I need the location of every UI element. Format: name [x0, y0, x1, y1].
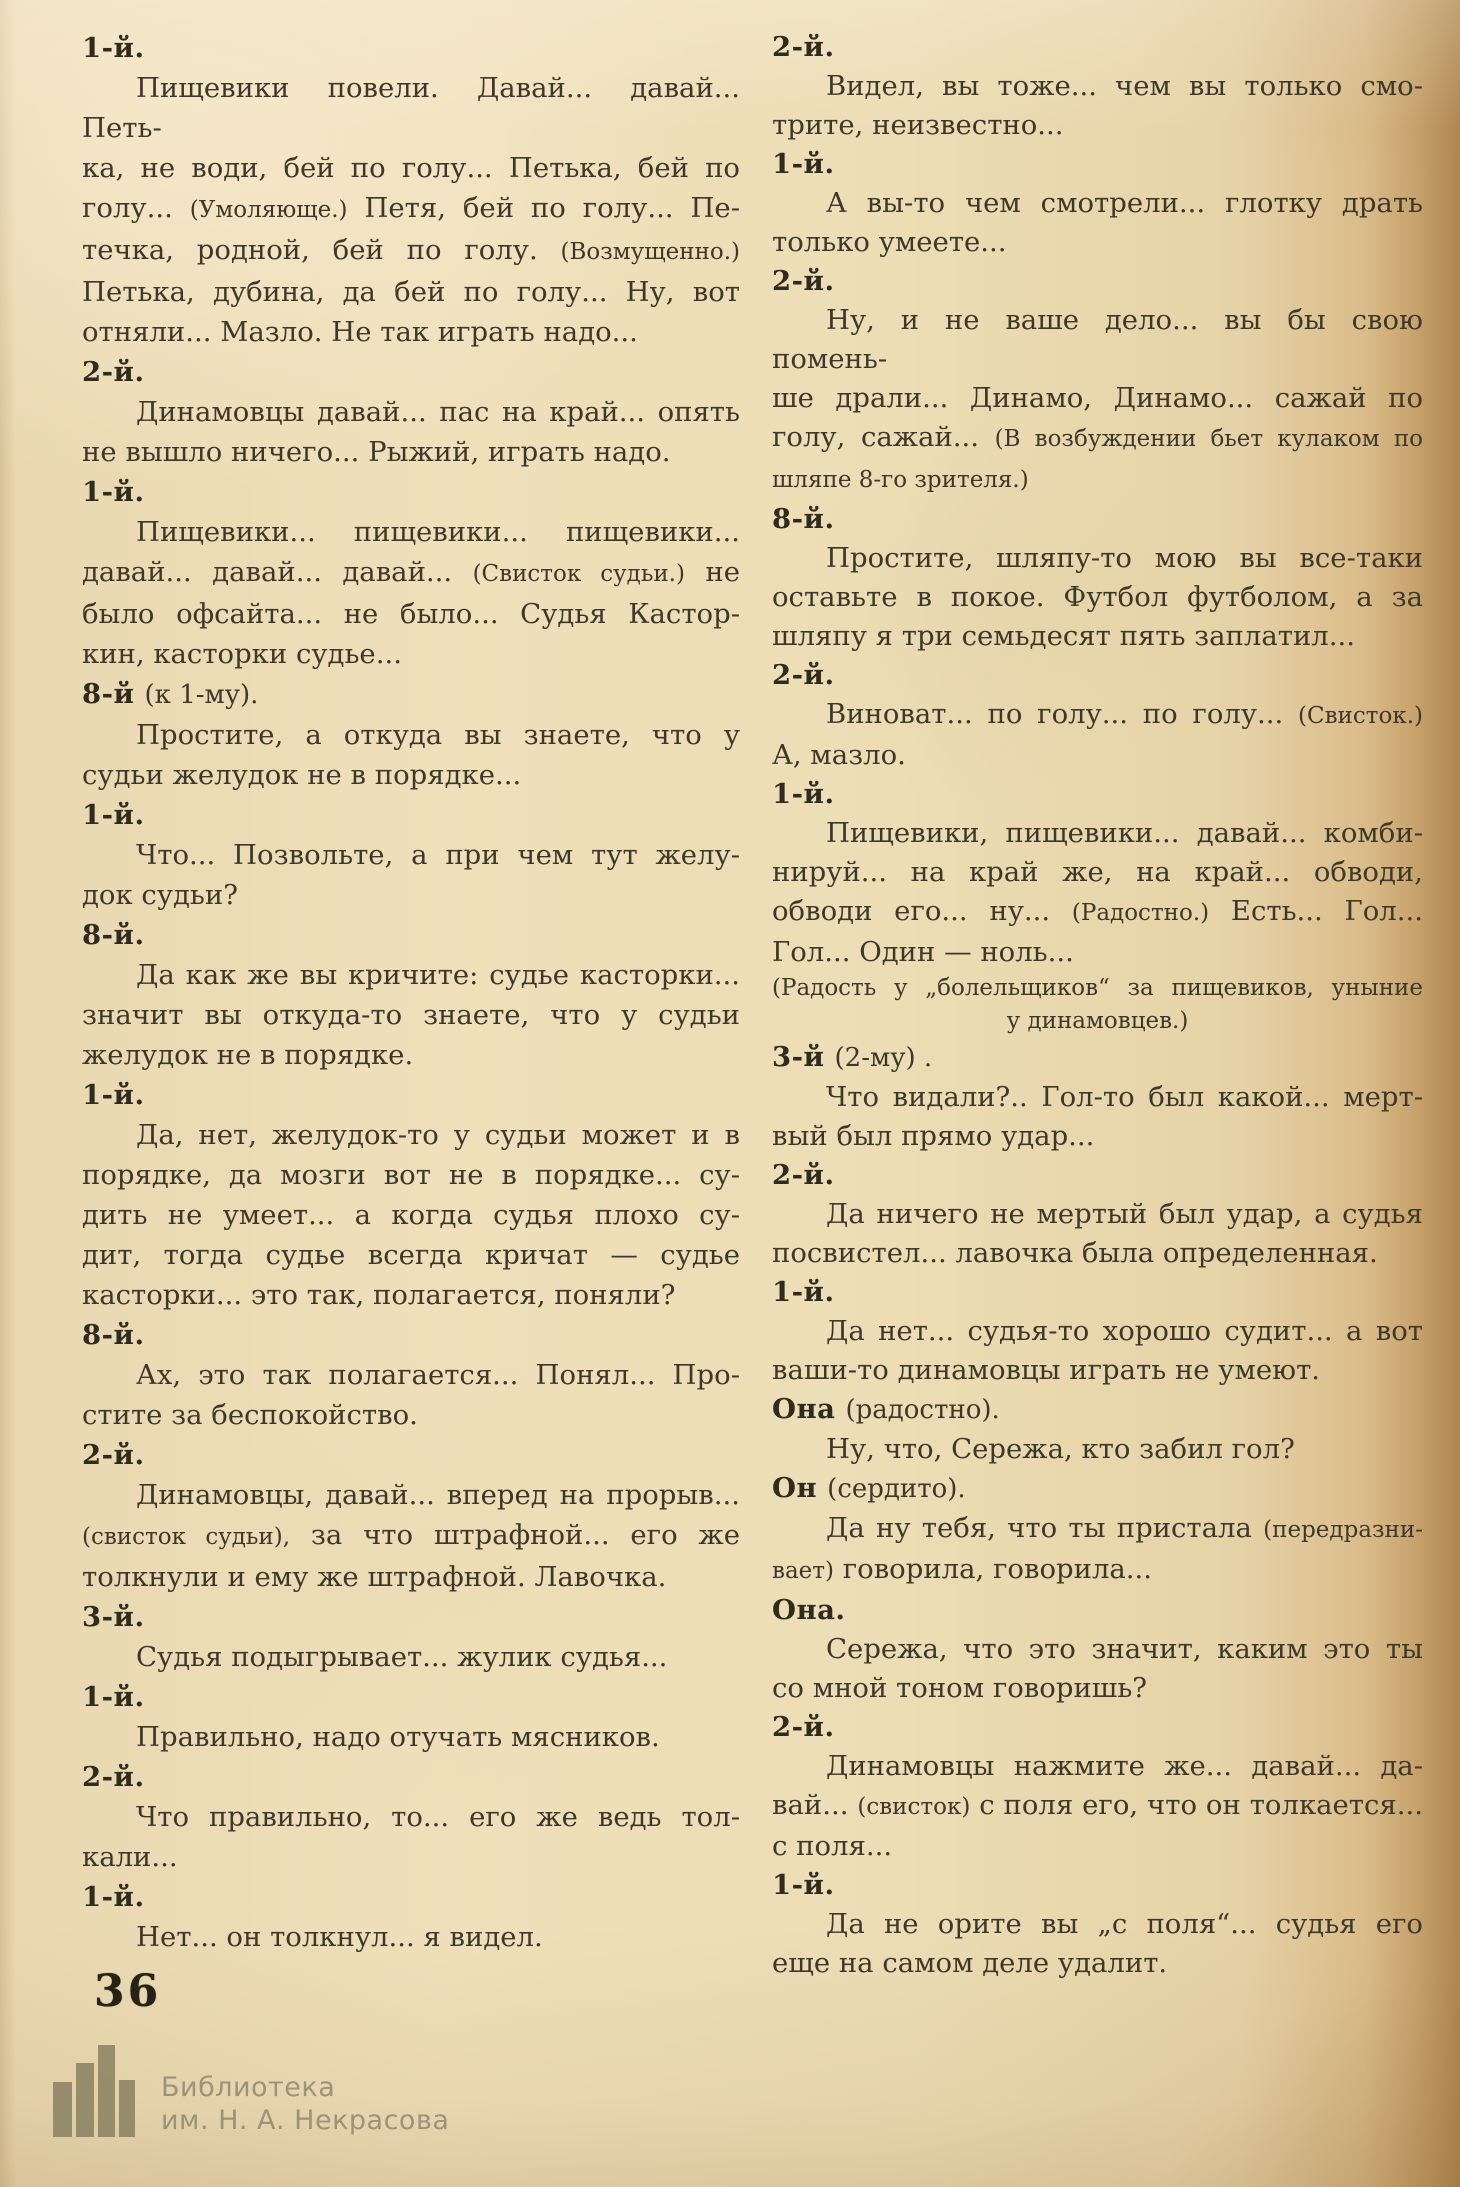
speaker-label: 2-й. [82, 1761, 145, 1793]
text-column-right [772, 28, 1423, 1983]
dialogue-line: Динамовцы, давай... вперед на прорыв... [136, 1479, 740, 1511]
speaker-label: 2-й. [772, 1159, 835, 1191]
dialogue-line: Судья подыгрывает... жулик судья... [136, 1641, 668, 1673]
dialogue-line: Простите, а откуда вы знаете, что у [136, 719, 740, 751]
dialogue-paragraph [82, 392, 740, 472]
dialogue-paragraph [772, 695, 1423, 775]
speaker-label: 1-й. [82, 476, 145, 508]
dialogue-line: толкнули и ему же штрафной. Лавочка. [82, 1561, 667, 1593]
dialogue-line: вый был прямо удар... [772, 1120, 1095, 1152]
dialogue-line: вай... (свисток) с поля его, что он толкается... [772, 1789, 1423, 1821]
speaker-label: 2-й. [82, 1439, 145, 1471]
dialogue-line: Что правильно, то... его же ведь тол- [136, 1801, 740, 1833]
dialogue-line: Гол... Один — ноль... [772, 936, 1074, 968]
dialogue-line: касторки... это так, полагается, поняли? [82, 1279, 676, 1311]
dialogue-line: отняли... Мазло. Не так играть надо... [82, 316, 638, 348]
dialogue-line: Пищевики... пищевики... пищевики... [136, 516, 740, 548]
dialogue-paragraph [772, 814, 1423, 972]
dialogue-line: стите за беспокойство. [82, 1399, 418, 1431]
speaker-label: 2-й. [772, 265, 835, 297]
stage-direction-line: (Радость у „болельщиков“ за пищевиков, уныние [772, 975, 1423, 1001]
dialogue-paragraph [82, 715, 740, 795]
speaker-label: 1-й. [772, 1276, 835, 1308]
speaker-label: 3-й. [82, 1601, 145, 1633]
dialogue-line: не вышло ничего... Рыжий, играть надо. [82, 436, 671, 468]
speaker-label: 1-й. [82, 32, 145, 64]
library-logo-bars-icon [53, 2043, 139, 2137]
watermark-line2: им. Н. А. Некрасова [161, 2105, 450, 2136]
dialogue-line: (свисток судьи), за что штрафной... его же [82, 1519, 741, 1551]
dialogue-line: Динамовцы нажмите же... давай... да- [826, 1750, 1423, 1782]
dialogue-line: Да ничего не мертый был удар, а судья [826, 1198, 1423, 1230]
dialogue-line: только умеете... [772, 226, 1007, 258]
stage-direction [772, 972, 1423, 1038]
dialogue-line: значит вы откуда-то знаете, что у судьи [82, 999, 740, 1031]
dialogue-paragraph [772, 1747, 1423, 1866]
dialogue-line: Нет... он толкнул... я видел. [136, 1921, 543, 1953]
speaker-label: 1-й. [772, 148, 835, 180]
dialogue-line: Да не орите вы „с поля“... судья его [826, 1908, 1423, 1940]
dialogue-line: Да нет... судья-то хорошо судит... а вот [826, 1315, 1423, 1347]
dialogue-line: ка, не води, бей по голу... Петька, бей по [82, 152, 740, 184]
dialogue-paragraph [772, 1312, 1423, 1390]
dialogue-line: со мной тоном говоришь? [772, 1672, 1148, 1704]
speaker-label: 8-й. [82, 1319, 145, 1351]
dialogue-line: Да, нет, желудок-то у судьи может и в [136, 1119, 740, 1151]
dialogue-line: ваши-то динамовцы играть не умеют. [772, 1354, 1321, 1386]
dialogue-line: Ну, что, Сережа, кто забил гол? [826, 1433, 1295, 1465]
dialogue-paragraph [82, 1797, 740, 1877]
dialogue-line: Простите, шляпу-то мою вы все-таки [826, 542, 1423, 574]
dialogue-line: шляпу я три семьдесят пять заплатил... [772, 620, 1355, 652]
dialogue-line: желудок не в порядке. [82, 1039, 414, 1071]
dialogue-line: А, мазло. [772, 739, 906, 771]
dialogue-line: ше драли... Динамо, Динамо... сажай по [772, 382, 1423, 414]
dialogue-paragraph [772, 1905, 1423, 1983]
dialogue-paragraph [772, 1630, 1423, 1708]
library-watermark [53, 2043, 449, 2137]
dialogue-line: Виноват... по голу... по голу... (Свисток.) [826, 698, 1423, 730]
dialogue-paragraph [82, 512, 740, 674]
dialogue-line: дит, тогда судье всегда кричат — судье [82, 1239, 740, 1271]
page-number: 36 [94, 1966, 162, 2017]
dialogue-line: судьи желудок не в порядке... [82, 759, 522, 791]
dialogue-line: давай... давай... давай... (Свисток судьи.) не [82, 556, 740, 588]
dialogue-paragraph [772, 184, 1423, 262]
dialogue-paragraph [82, 1115, 740, 1315]
dialogue-line: Да как же вы кричите: судье касторки... [136, 959, 740, 991]
dialogue-line: Петька, дубина, да бей по голу... Ну, вот [82, 276, 740, 308]
stage-direction-line: у динамовцев.) [1006, 1008, 1189, 1034]
dialogue-line: док судьи? [82, 879, 238, 911]
dialogue-paragraph [82, 1355, 740, 1435]
library-watermark-text [161, 2071, 449, 2137]
dialogue-line: еще на самом деле удалит. [772, 1947, 1168, 1979]
dialogue-line: течка, родной, бей по голу. (Возмущенно.) [82, 234, 740, 266]
dialogue-line: дить не умеет... а когда судья плохо су- [82, 1199, 740, 1231]
speaker-label: 2-й. [772, 659, 835, 691]
watermark-line1: Библиотека [161, 2072, 336, 2103]
dialogue-paragraph [82, 1717, 740, 1757]
speaker-label: 1-й. [772, 1869, 835, 1901]
dialogue-line: нируй... на край же, на край... обводи, [772, 856, 1423, 888]
dialogue-paragraph [772, 1509, 1423, 1591]
dialogue-line: Динамовцы давай... пас на край... опять [136, 396, 740, 428]
dialogue-paragraph [82, 1917, 740, 1957]
dialogue-paragraph [772, 67, 1423, 145]
speaker-label: 8-й. [82, 919, 145, 951]
speaker-label: Она (радостно). [772, 1393, 1000, 1425]
dialogue-line: А вы-то чем смотрели... глотку драть [826, 187, 1423, 219]
speaker-label: 2-й. [772, 31, 835, 63]
dialogue-line: Да ну тебя, что ты пристала (передразни- [826, 1512, 1423, 1544]
dialogue-paragraph [772, 1078, 1423, 1156]
dialogue-line: Ах, это так полагается... Понял... Про- [136, 1359, 740, 1391]
speaker-label: 8-й (к 1-му). [82, 678, 259, 710]
dialogue-paragraph [82, 955, 740, 1075]
speaker-label: 2-й. [772, 1711, 835, 1743]
dialogue-paragraph [82, 1637, 740, 1677]
dialogue-line: посвистел... лавочка была определенная. [772, 1237, 1378, 1269]
dialogue-line: кин, касторки судье... [82, 638, 402, 670]
dialogue-line: Правильно, надо отучать мясников. [136, 1721, 660, 1753]
dialogue-paragraph [772, 1430, 1423, 1469]
speaker-label: 1-й. [82, 799, 145, 831]
speaker-label: 1-й. [82, 1681, 145, 1713]
dialogue-line: порядке, да мозги вот не в порядке... су- [82, 1159, 740, 1191]
speaker-label: Он (сердито). [772, 1472, 966, 1504]
dialogue-line: Пищевики повели. Давай... давай... Петь- [82, 72, 740, 144]
dialogue-line: вает) говорила, говорила... [772, 1553, 1153, 1585]
dialogue-line: оставьте в покое. Футбол футболом, а за [772, 581, 1423, 613]
dialogue-line: обводи его... ну... (Радостно.) Есть... Гол... [772, 895, 1423, 927]
dialogue-line: голу... (Умоляюще.) Петя, бей по голу... Пе- [82, 192, 740, 224]
dialogue-line: Пищевики, пищевики... давай... комби- [826, 817, 1423, 849]
text-column-left [82, 28, 740, 1957]
dialogue-line: с поля... [772, 1830, 893, 1862]
speaker-label: 3-й (2-му) . [772, 1041, 933, 1073]
dialogue-line: кали... [82, 1841, 178, 1873]
dialogue-paragraph [82, 835, 740, 915]
dialogue-line: Сережа, что это значит, каким это ты [826, 1633, 1423, 1665]
dialogue-line: голу, сажай... (В возбуждении бьет кулаком по [772, 421, 1423, 453]
speaker-label: 1-й. [82, 1079, 145, 1111]
dialogue-paragraph [772, 539, 1423, 656]
dialogue-paragraph [772, 301, 1423, 500]
speaker-label: 1-й. [82, 1881, 145, 1913]
speaker-label: 1-й. [772, 778, 835, 810]
speaker-label: Она. [772, 1594, 846, 1626]
dialogue-paragraph [82, 1475, 740, 1597]
dialogue-line: трите, неизвестно... [772, 109, 1064, 141]
dialogue-paragraph [772, 1195, 1423, 1273]
dialogue-paragraph [82, 68, 740, 352]
speaker-label: 2-й. [82, 356, 145, 388]
dialogue-line: Что видали?.. Гол-то был какой... мерт- [826, 1081, 1423, 1113]
dialogue-line: Видел, вы тоже... чем вы только смо- [826, 70, 1423, 102]
dialogue-line: шляпе 8-го зрителя.) [772, 467, 1029, 493]
dialogue-line: было офсайта... не было... Судья Кастор- [82, 598, 740, 630]
dialogue-line: Что... Позвольте, а при чем тут желу- [136, 839, 740, 871]
dialogue-line: Ну, и не ваше дело... вы бы свою помень- [772, 304, 1423, 375]
speaker-label: 8-й. [772, 503, 835, 535]
